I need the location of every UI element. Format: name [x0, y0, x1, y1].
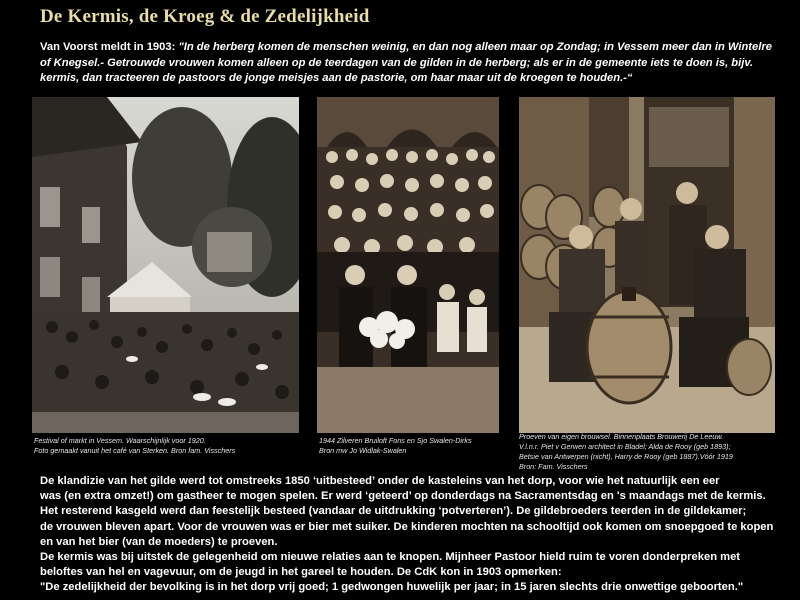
- festival-street-image: [32, 97, 299, 433]
- body-line: De klandizie van het gilde werd tot omstreeks 1850 ‘uitbesteed’ onder de kasteleins van het dorp, voor wie het natuurlijk een eer: [40, 475, 720, 487]
- body-line: beloftes van hel en vagevuur, om de jeugd in het gareel te houden. De CdK kon in 1903 opmerken:: [40, 566, 562, 579]
- body-line: "De zedelijkheid der bevolking is in het dorp vrij goed; 1 gedwongen huwelijk per jaar; in 15 jaren slechts drie onwettige geboorten.": [40, 581, 744, 594]
- caption-brewery: [519, 432, 789, 472]
- caption-line: Bron mw Jo Widlak-Swalen: [319, 446, 407, 455]
- intro-lead: Van Voorst meldt in 1903:: [40, 41, 179, 53]
- intro-paragraph: [40, 40, 780, 87]
- silver-wedding-image: [317, 97, 499, 433]
- caption-line: Betsie van Antwerpen (nicht), Harry de Rooy (geb 1887).Vóór 1919: [519, 452, 733, 461]
- brewery-tasting-image: [519, 97, 775, 433]
- caption-line: Foto gemaakt vanuit het café van Sterken. Bron fam. Visschers: [34, 446, 236, 455]
- intro-quote: "In de herberg komen de menschen weinig, en dan nog alleen maar op Zondag; in Vessem meer dan in Wintelre of Knegsel.- Getrouwde vrouwen komen alleen op de teerdagen van de gilden in de herberg; als er in de gemeente iets te doen is, bijv. kermis, dan tracteeren de pastoors de jonge meisjes aan de pastorie, om haar maar uit de kroegen te houden.-“: [40, 41, 772, 84]
- caption-line: V.l.n.r. Piet v Gerwen architect in Bladel; Alda de Rooy (geb 1893);: [519, 442, 731, 451]
- caption-line: Proeven van eigen brouwsel. Binnenplaats Brouwerij De Leeuw.: [519, 432, 724, 441]
- body-line: was (en extra omzet!) om gastheer te mogen spelen. Er werd ‘geteerd’ op donderdags na Sacramentsdag en 's maandags met de kermis.: [40, 490, 766, 503]
- body-line: Het resterend kasgeld werd dan feestelijk besteed (vandaar de uitdrukking ‘potverteren’). De gildebroeders teerden in de gildekamer;: [40, 505, 747, 518]
- body-line: De kermis was bij uitstek de gelegenheid om nieuwe relaties aan te knopen. Mijnheer Pastoor hield ruim te voren donderpreken met: [40, 551, 741, 564]
- caption-festival: [34, 436, 299, 456]
- caption-line: 1944 Zilveren Bruiloft Fons en Sjo Swalen-Dirks: [319, 436, 472, 445]
- caption-silver-wedding: [319, 436, 509, 456]
- photo-brewery-tasting: [519, 97, 775, 433]
- body-paragraph: [40, 474, 780, 596]
- photo-festival-street: [32, 97, 299, 433]
- page-title: De Kermis, de Kroeg & de Zedelijkheid: [40, 6, 370, 27]
- caption-line: Bron: Fam. Visschers: [519, 462, 588, 471]
- body-line: de vrouwen bleven apart. Voor de vrouwen was er bier met suiker. De kinderen mochten na schooltijd ook komen om snoepgoed te kopen: [40, 520, 774, 533]
- photo-silver-wedding: [317, 97, 499, 433]
- caption-line: Festival of markt in Vessem. Waarschijnlijk voor 1920.: [34, 436, 206, 445]
- body-line: en van het bier (van de moeders) te proeven.: [40, 535, 278, 548]
